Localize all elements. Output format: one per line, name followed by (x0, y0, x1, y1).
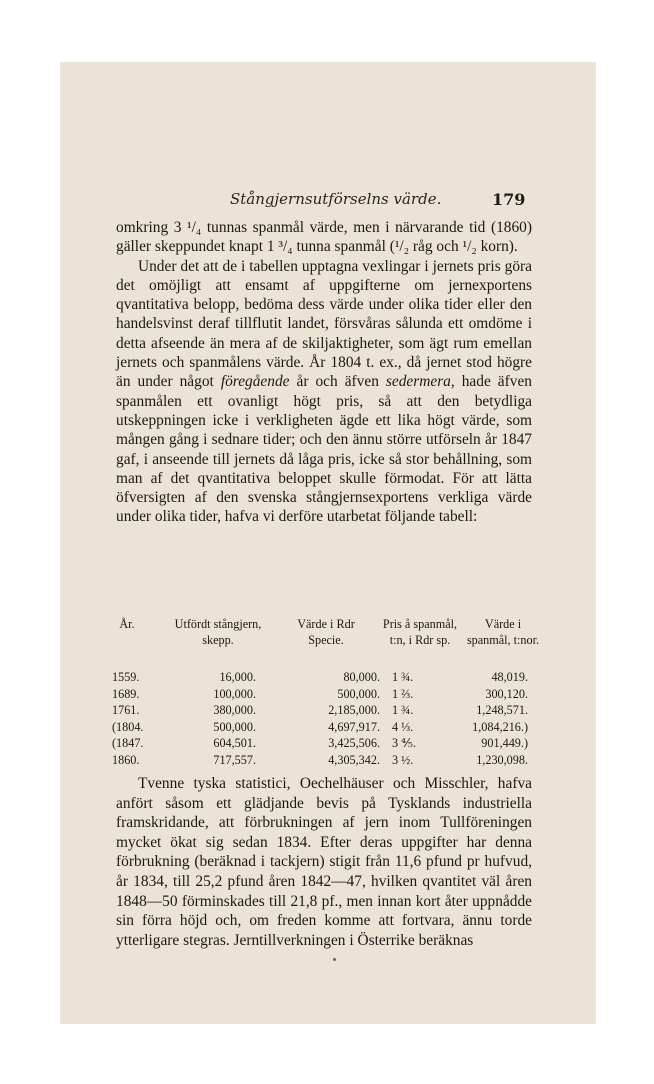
body-text-after-table (116, 774, 532, 950)
cell-price: 1 ¾. (392, 670, 414, 684)
emphasis-sedermera: sedermera (385, 373, 451, 391)
header-exported: Utfördt stångjern, skepp. (174, 617, 262, 647)
cell-value-grain: 901,449.) (481, 736, 528, 751)
emphasis-foregaende: föregående (220, 373, 290, 391)
paragraph-2-part-a: Under det att de i tabellen upptagna vexlingar i jernets pris göra det omöjligt att ensamt af uppgifterne om jernexportens qvantitativa belopp, bedöma dess värde under olika tider eller den handelsvinst deraf tillflutit landet, försvåras sålunda ett omdöme i detta afseende än mera af de skiljaktigheter, som ägt rum emellan jernets och spanmålens värde. År 1804 t. ex., då jernet stod högre än under något (116, 257, 532, 391)
table-row (112, 702, 542, 719)
table-row (112, 735, 542, 752)
paragraph-2-part-c: , hade äfven spanmålen ett ovanligt högt pris, så att den betydliga utskeppningen icke i verkligheten ägde ett lika högt värde, som mången gång i sednare tider; och den ännu större utförseln år 1847 gaf, i anseende till jernets då låga pris, icke så stor behållning, som man af det qvantitativa beloppet skulle förmodat. För att lätta öfversigten af den svenska stångjernsexportens verkliga värde under olika tider, hafva vi derföre utarbetat följande tabell: (116, 373, 532, 526)
cell-exported: 500,000. (213, 719, 256, 734)
cell-exported: 380,000. (213, 703, 256, 718)
cell-year: 1559. (112, 670, 140, 684)
cell-year: 1761. (112, 703, 140, 718)
cell-value-grain: 300,120. (485, 686, 528, 701)
header-price: Pris å spanmål, t:n, i Rdr sp. (382, 617, 458, 647)
cell-value: 4,305,342. (328, 752, 380, 767)
cell-exported: 604,501. (213, 736, 256, 751)
cell-value-grain: 1,248,571. (476, 703, 528, 718)
page-number: 179 (492, 190, 526, 209)
cell-value-grain: 1,084,216.) (472, 719, 528, 734)
cell-year: 1689. (112, 686, 140, 701)
cell-exported: 16,000. (219, 670, 256, 684)
paragraph-3: Tvenne tyska statistici, Oechelhäuser och Misschler, hafva anfört såsom ett glädjande bevis på Tysklands industriella framskridande, att förbrukningen af jern inom Tullföreningen mycket ökat sig sedan 1834. Efter deras uppgifter har denna förbrukning (beräknad i tackjern) stigit från 11,6 pfund pr hufvud, år 1834, till 25,2 pfund åren 1842—47, hvilken qvantitet väl åren 1848—50 förminskades till 21,8 pf., men innan kort åter uppnådde sin förra höjd och, om freden komme att fortvara, ännu torde ytterligare stegras. Jerntillverkningen i Österrike beräknas (116, 775, 532, 949)
cell-exported: 717,557. (213, 752, 256, 767)
header-year: År. (119, 617, 135, 631)
export-value-table (112, 617, 542, 769)
table-row (112, 686, 542, 703)
paragraph-2-part-b: år och äfven (289, 373, 386, 391)
header-value: Värde i Rdr Specie. (297, 617, 355, 647)
cell-value-grain: 48,019. (491, 670, 528, 684)
cell-price: 3 ½. (392, 752, 414, 767)
paragraph-2 (116, 257, 532, 527)
body-text-before-table (116, 218, 532, 527)
cell-year: 1860. (112, 752, 140, 767)
cell-value: 2,185,000. (328, 703, 380, 718)
running-title: Stångjernsutförselns värde. (230, 190, 442, 208)
page-header (60, 190, 596, 212)
cell-value: 80,000. (343, 670, 380, 684)
header-value-grain: Värde i spanmål, t:nor. (466, 617, 540, 647)
table-row (112, 669, 542, 686)
table-row (112, 752, 542, 769)
book-page (60, 62, 596, 1024)
cell-year: (1847. (112, 736, 144, 751)
cell-value: 500,000. (337, 686, 380, 701)
cell-exported: 100,000. (213, 686, 256, 701)
table-header (112, 617, 542, 669)
table-row (112, 719, 542, 736)
cell-value-grain: 1,230,098. (476, 752, 528, 767)
cell-year: (1804. (112, 719, 144, 734)
cell-value: 3,425,506. (328, 736, 380, 751)
cell-price: 1 ⅔. (392, 686, 414, 701)
printing-speck (333, 958, 336, 961)
cell-value: 4,697,917. (328, 719, 380, 734)
cell-price: 1 ¾. (392, 703, 414, 718)
cell-price: 4 ⅓. (392, 719, 414, 734)
cell-price: 3 ⅘. (392, 736, 417, 751)
paragraph-1: omkring 3 ¹/₄ tunnas spanmål värde, men i närvarande tid (1860) gäller skeppundet knapt 1 ³/₄ tunna spanmål (¹/₂ råg och ¹/₂ korn). (116, 219, 532, 256)
